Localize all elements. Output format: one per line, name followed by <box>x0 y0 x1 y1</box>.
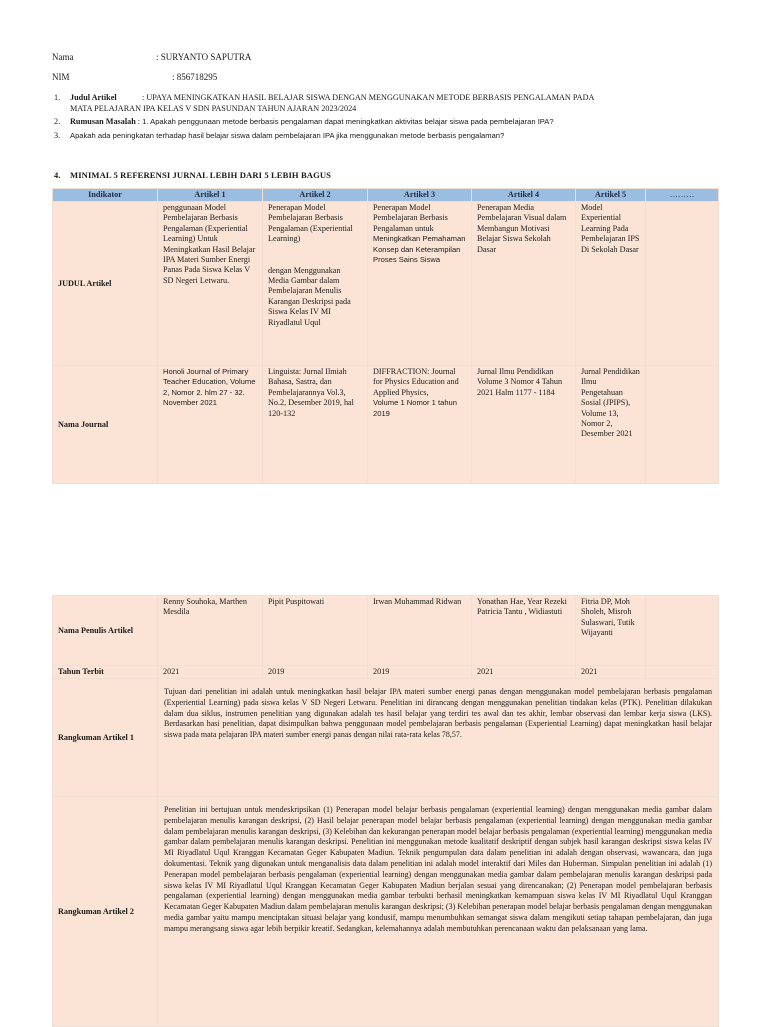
section-title-text: MINIMAL 5 REFERENSI JURNAL LEBIH DARI 5 LEBIH BAGUS <box>70 170 332 180</box>
header-indikator: Indikator <box>53 189 158 202</box>
header-artikel-4: Artikel 4 <box>472 189 576 202</box>
journal-artikel-3-part2: Volume 1 Nomor 1 tahun 2019 <box>373 398 458 418</box>
judul-artikel-3-part2: Meningkatkan Pemahaman Konsep dan Keterampilan Proses Sains Siswa <box>373 234 466 265</box>
table-row-judul <box>53 202 719 366</box>
table-row-ringkasan-2 <box>53 797 719 1027</box>
journal-artikel-3-part1: DIFFRACTION: Journal for Physics Education and Applied Physics, <box>373 367 459 397</box>
judul-artikel-2-part2: dengan Menggunakan Media Gambar dalam Pembelajaran Menulis Karangan Deskripsi pada Siswa Kelas IV MI Riyadlatul Uqul <box>268 265 351 327</box>
table-row-tahun <box>53 666 719 679</box>
item-label: Judul Artikel <box>70 93 117 102</box>
table-row-journal <box>53 366 719 484</box>
table-header-row <box>53 189 719 202</box>
section-number: 4. <box>54 170 61 180</box>
tahun-artikel-4: 2021 <box>472 666 576 679</box>
item-rumusan-masalah <box>54 116 554 127</box>
table-row-penulis <box>53 596 719 666</box>
row-label-ringkasan-1: Rangkuman Artikel 1 <box>53 679 158 797</box>
tahun-artikel-3: 2019 <box>368 666 472 679</box>
row-label-ringkasan-2: Rangkuman Artikel 2 <box>53 797 158 1027</box>
item-separator: : <box>135 117 143 126</box>
header-more: ……… <box>646 189 719 202</box>
header-artikel-5: Artikel 5 <box>576 189 646 202</box>
table-row-ringkasan-1 <box>53 679 719 797</box>
tahun-empty <box>646 666 719 679</box>
item-judul-artikel <box>54 92 594 114</box>
header-artikel-1: Artikel 1 <box>158 189 263 202</box>
references-table-2 <box>52 595 719 1027</box>
nim-value: : 856718295 <box>172 72 218 82</box>
judul-empty <box>646 202 719 366</box>
judul-artikel-2-part1: Penerapan Model Pembelajaran Berbasis Pengalaman (Experiential Learning) <box>268 203 353 244</box>
tahun-artikel-1: 2021 <box>158 666 263 679</box>
row-label-penulis: Nama Penulis Artikel <box>53 596 158 666</box>
judul-artikel-3-part1: Penerapan Model Pembelajaran Berbasis Pengalaman untuk <box>373 203 448 233</box>
ringkasan-artikel-1: Tujuan dari penelitian ini adalah untuk meningkatkan hasil belajar IPA materi sumber energi panas dengan menggunakan model pembelajaran berbasis pengalaman (Experiential Learning) pada siswa kelas V SD Negeri Letwaru. Penelitian ini dirancang dengan menggunakan penelitian tindakan kelas (PTK). Penelitian dilakukan dalam dua siklus, instrumen penelitian yang digunakan adalah tes hasil belajar yang terdiri tes awal dan tes akhir, lembar observasi dan lembar kerja siswa (LKS). Berdasarkan hasi penelitian, dapat disimpulkan bahwa penggunaan model pembelajaran berbasis pengalaman (Experiential Learning) dapat meningkatkan hasil belajar siswa pada mata pelajaran IPA materi sumber energi panas dengan nilai rata-rata kelas 78,57. <box>158 679 719 797</box>
ringkasan-artikel-2: Penelitian ini bertujuan untuk mendeskripsikan (1) Penerapan model belajar berbasis pengalaman (experiential learning) dengan menggunakan media gambar dalam pembelajaran menulis karangan deskripsi, (2) Hasil belajar penerapan model belajar berbasis pengalaman (experiential learning) dengan menggunakan media gambar dalam pembelajaran menulis karangan deskripsi, (3) Kelebihan dan kekurangan penerapan model belajar berbasis pengalaman (experiential learning) menggunakan media gambar dalam pembelajaran menulis karangan deskripsi. Penelitian ini menggunakan metode kualitatif deskriptif dengan subjek hasil karangan deskripsi siswa kelas IV MI Riyadlatul Uqul Kranggan Kecamatan Geger Kabupaten Madiun. Teknik pengumpulan data dalam penelitian ini adalah dengan observasi, wawancara, dan juga dokumentasi. Teknik yang digunakan untuk menganalisis data dalam penelitian ini adalah model interaktif dari Miles dan Huberman. Simpulan penelitian ini adalah (1) Penerapan model pembelajaran berbasis pengalaman (experiential learning) dengan menggunakan media gambar dalam pembelajaran menulis karangan deskripsi pada siswa kelas IV MI Riyadlatul Uqul Kranggan Kecamatan Geger Kabupaten Madiun berjalan sesuai yang direncanakan; (2) Penerapan model pembelajaran berbasis pengalaman (experiential learning) dengan menggunakan media gambar terbukti berhasil meningkatkan kemampuan siswa kelas IV MI Riyadlatul Uqul Kranggan Kecamatan Geger Kabupaten Madiun dalam pembelajaran menulis karangan deskripsi; (3) Kelebihan penerapan model belajar berbasis pengalaman dengan menggunakan media gambar yaitu mampu menciptakan situasi belajar yang kondusif, mampu menumbuhkan semangat siswa dalam mengikuti setiap tahapan pembelajaran, dan juga mampu merangsang siswa agar lebih berpikir kreatif. Sedangkan, kelemahannya adalah membutuhkan perencanaan waktu dan pelaksanaan yang lama. <box>158 797 719 1027</box>
item-number: 1. <box>54 93 61 102</box>
journal-empty <box>646 366 719 484</box>
journal-artikel-1: Honoli Journal of Primary Teacher Education, Volume 2, Nomor 2. hlm 27 - 32. November 2021 <box>158 366 263 484</box>
item-question-3 <box>54 130 504 141</box>
judul-artikel-5: Model Experiential Learning Pada Pembelajaran IPS Di Sekolah Dasar <box>576 202 646 366</box>
judul-artikel-3 <box>368 202 472 366</box>
penulis-empty <box>646 596 719 666</box>
item-text: UPAYA MENINGKATKAN HASIL BELAJAR SISWA DENGAN MENGGUNAKAN METODE BERBASIS PENGALAMAN PADA <box>146 93 595 102</box>
judul-artikel-1: penggunaan Model Pembelajaran Berbasis Pengalaman (Experiential Learning) Untuk Meningkatkan Hasil Belajar IPA Materi Sumber Energi Panas Pada Siswa Kelas V SD Negeri Letwaru. <box>158 202 263 366</box>
nama-value: : SURYANTO SAPUTRA <box>156 52 252 62</box>
tahun-artikel-5: 2021 <box>576 666 646 679</box>
item-label: Rumusan Masalah <box>70 117 136 126</box>
item-text: 1. Apakah penggunaan metode berbasis pengalaman dapat meningkatkan aktivitas belajar siswa pada pembelajaran IPA? <box>142 117 554 126</box>
row-label-judul: JUDUL Artikel <box>53 202 158 366</box>
journal-artikel-5: Jurnal Pendidikan Ilmu Pengetahuan Sosial (JPIPS), Volume 13, Nomor 2, Desember 2021 <box>576 366 646 484</box>
item-separator: : <box>142 93 147 102</box>
penulis-artikel-2: Pipit Puspitowati <box>263 596 368 666</box>
item-text: Apakah ada peningkatan terhadap hasil belajar siswa dalam pembelajaran IPA jika menggunakan metode berbasis pengalaman? <box>70 131 505 140</box>
journal-artikel-3 <box>368 366 472 484</box>
item-number: 2. <box>54 117 61 126</box>
nim-label: NIM <box>52 72 70 82</box>
item-text-continued: MATA PELAJARAN IPA KELAS V SDN PASUNDAN TAHUN AJARAN 2023/2024 <box>70 104 357 113</box>
section-title <box>54 170 331 180</box>
header-artikel-2: Artikel 2 <box>263 189 368 202</box>
row-label-tahun: Tahun Terbit <box>53 666 158 679</box>
penulis-artikel-3: Irwan Muhammad Ridwan <box>368 596 472 666</box>
judul-artikel-4: Penerapan Media Pembelajaran Visual dalam Membangun Motivasi Belajar Siswa Sekolah Dasar <box>472 202 576 366</box>
journal-artikel-4: Jurnal Ilmu Pendidikan Volume 3 Nomor 4 Tahun 2021 Halm 1177 - 1184 <box>472 366 576 484</box>
penulis-artikel-5: Fitria DP, Moh Sholeh, Misroh Sulaswari, Tutik Wijayanti <box>576 596 646 666</box>
references-table-1 <box>52 188 719 484</box>
tahun-artikel-2: 2019 <box>263 666 368 679</box>
journal-artikel-2: Linguista: Jurnal Ilmiah Bahasa, Sastra, dan Pembelajarannya Vol.3, No.2, Desember 2019, hal 120-132 <box>263 366 368 484</box>
penulis-artikel-1: Renny Souhoka, Marthen Mesdila <box>158 596 263 666</box>
row-label-journal: Nama Journal <box>53 366 158 484</box>
header-artikel-3: Artikel 3 <box>368 189 472 202</box>
nama-label: Nama <box>52 52 74 62</box>
penulis-artikel-4: Yonathan Hae, Year Rezeki Patricia Tantu , Widiastuti <box>472 596 576 666</box>
judul-artikel-2 <box>263 202 368 366</box>
item-number: 3. <box>54 131 61 140</box>
